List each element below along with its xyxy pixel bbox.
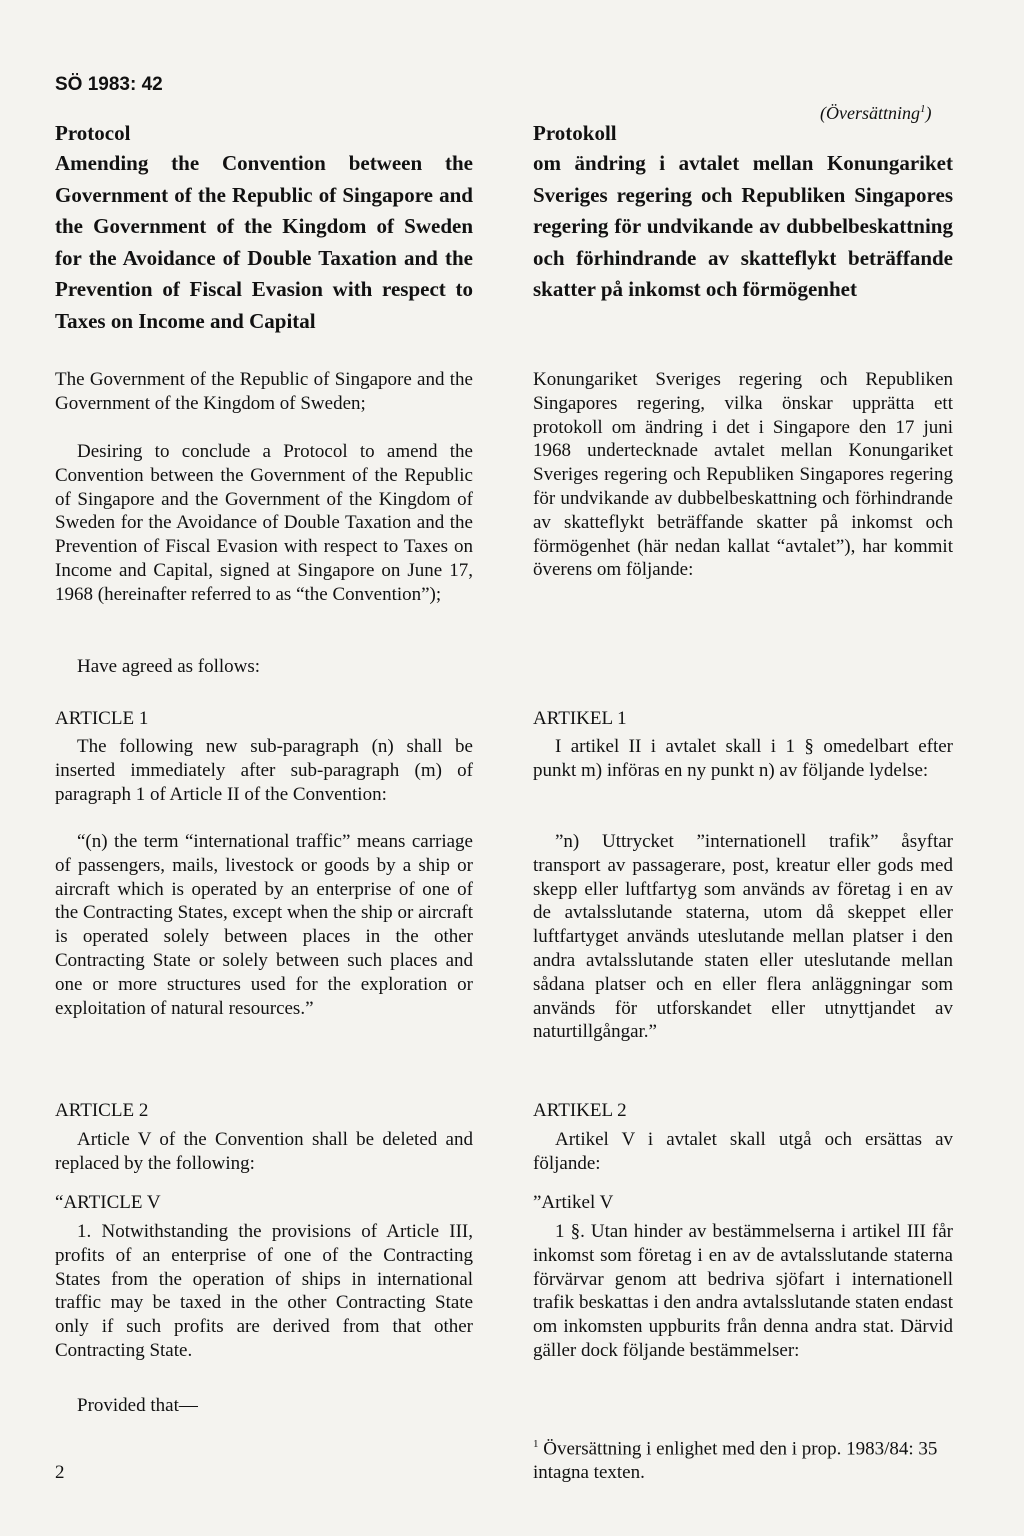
swedish-article2-intro: Artikel V i avtalet skall utgå och ersättas av följande: [533,1129,953,1174]
swedish-article1-intro: I artikel II i avtalet skall i 1 § omedelbart efter punkt m) införas en ny punkt n) av följande lydelse: [533,736,953,781]
english-article1-intro: The following new sub-paragraph (n) shall be inserted immediately after sub-paragraph (m) of paragraph 1 of Article II of the Convention: [55,736,473,805]
english-preamble-agreed: Have agreed as follows: [77,656,261,677]
english-preamble-parties: The Government of the Republic of Singapore and the Government of the Kingdom of Sweden; [55,369,473,414]
english-article-v-heading: “ARTICLE V [55,1192,161,1213]
swedish-preamble: Konungariket Sveriges regering och Republiken Singapores regering, vilka önskar upprätta ett protokoll om ändring i det i Singapore den 17 juni 1968 undertecknade avtalet mellan Konungariket Sveriges regering och Republiken Singapores regering för undvikande av dubbelbeskattning och förhindrande av skatteflykt beträffande skatter på inkomst och förmögenhet (här nedan kallat “avtalet”), har kommit överens om följande: [533,369,953,581]
footnote-text: Översättning i enlighet med den i prop. 1983/84: 35 intagna texten. [533,1438,938,1484]
english-article1-text: “(n) the term “international traffic” means carriage of passengers, mails, livestock or goods by a ship or aircraft which is operated by an enterprise of one of the Contracting States, except when the ship or aircraft is operated solely between places in the other Contracting State or solely between such places and one or more structures used for the exploration or exploitation of natural resources.” [55,831,473,1019]
english-article2-heading: ARTICLE 2 [55,1100,149,1121]
footnote-marker: 1 [919,103,926,115]
translation-note: (Översättning$^1$) [820,103,932,123]
swedish-article1-text: ”n) Uttrycket ”internationell trafik” åsyftar transport av passagerare, post, kreatur eller gods med skepp eller luftfartyg som används av företag i en av de avtalsslutande staterna, utom då skeppet eller luftfartyget används uteslutande mellan platser i den andra avtalsslutande staten eller uteslutande mellan sådana platser och en eller flera anläggningar som används för utforskandet eller utnyttjandet av naturtillgångar.” [533,831,953,1043]
english-provided: Provided that— [77,1395,198,1416]
english-article-v-para1: 1. Notwithstanding the provisions of Article III, profits of an enterprise of one of the Contracting States from the operation of ships in international traffic may be taxed in the other Contracting State only if such profits are derived from that other Contracting State. [55,1221,473,1361]
english-preamble-desiring: Desiring to conclude a Protocol to amend the Convention between the Government of the Republic of Singapore and the Government of the Kingdom of Sweden for the Avoidance of Double Taxation and the Prevention of Fiscal Evasion with respect to Taxes on Income and Capital, signed at Singapore on June 17, 1968 (hereinafter referred to as “the Convention”); [55,441,473,605]
swedish-article1-heading: ARTIKEL 1 [533,708,627,729]
english-heading: Protocol [55,121,131,145]
english-article1-heading: ARTICLE 1 [55,708,149,729]
swedish-article-v-para1: 1 §. Utan hinder av bestämmelserna i artikel III får inkomst som företag i en av de avtalsslutande staterna förvärvar genom att bedriva sjöfart i internationell trafik beskattas i den andra avtalsslutande staten endast om inkomsten uppburits från denna andra stat. Därvid gäller dock följande bestämmelser: [533,1221,953,1361]
english-title: Amending the Convention between the Government of the Republic of Singapore and the Government of the Kingdom of Sweden for the Avoidance of Double Taxation and the Prevention of Fiscal Evasion with respect to Taxes on Income and Capital [55,151,473,333]
swedish-article2-heading: ARTIKEL 2 [533,1100,627,1121]
page-number: 2 [55,1462,65,1483]
document-id: SÖ 1983: 42 [55,74,163,95]
footnote [533,1432,953,1485]
swedish-title: om ändring i avtalet mellan Konungariket Sveriges regering och Republiken Singapores regering för undvikande av dubbelbeskattning och förhindrande av skatteflykt beträffande skatter på inkomst och förmögenhet [533,151,953,302]
english-article2-intro: Article V of the Convention shall be deleted and replaced by the following: [55,1129,473,1174]
swedish-heading: Protokoll [533,121,617,145]
swedish-article-v-heading: ”Artikel V [533,1192,614,1213]
footnote-number: 1 [533,1438,539,1450]
